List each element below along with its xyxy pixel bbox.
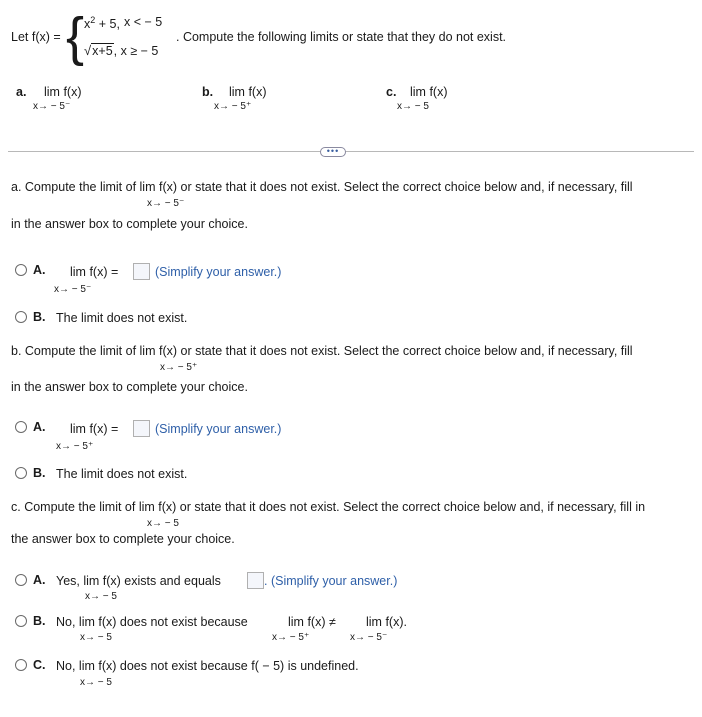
part-b-option-a-sub: x→ − 5⁺ (56, 441, 94, 452)
part-c-question: c. Compute the limit of lim f(x) or state that it does not exist. Select the correct choice below and, if necessary, fill in (11, 500, 646, 514)
part-c-lim-sub: x→ − 5 (397, 101, 429, 112)
part-c-option-c-radio[interactable] (15, 659, 27, 671)
more-button[interactable]: ••• (320, 147, 346, 157)
part-c-option-b-lim-right: lim f(x) ≠ (288, 615, 336, 629)
part-b-option-b-letter: B. (33, 466, 46, 480)
part-c-question-sub: x→ − 5 (147, 518, 179, 529)
part-a-option-a-radio[interactable] (15, 264, 27, 276)
part-c-option-b-sub-left: x→ − 5⁻ (350, 632, 388, 643)
part-b-question-cont: in the answer box to complete your choice. (11, 380, 248, 394)
part-c-answer-input[interactable] (247, 572, 264, 589)
section-divider (8, 151, 694, 152)
piece-1-condition: x < − 5 (124, 15, 163, 29)
part-c-option-a-radio[interactable] (15, 574, 27, 586)
instruction-text: . Compute the following limits or state that they do not exist. (176, 30, 507, 44)
part-c-option-b-text: No, lim f(x) does not exist because (56, 615, 248, 629)
part-c-option-b-lim-left: lim f(x). (366, 615, 407, 629)
part-a-option-a-letter: A. (33, 263, 46, 277)
part-b-option-a-lim: lim f(x) = (70, 422, 119, 436)
part-b-lim: lim f(x) (229, 85, 267, 99)
part-c-option-b-radio[interactable] (15, 615, 27, 627)
function-let-label: Let f(x) = (11, 30, 61, 44)
part-a-option-b-radio[interactable] (15, 311, 27, 323)
part-c-option-c-letter: C. (33, 658, 46, 672)
part-b-label: b. (202, 85, 214, 99)
part-c-option-c-sub: x→ − 5 (80, 677, 112, 688)
part-c-option-b-sub-right: x→ − 5⁺ (272, 632, 310, 643)
part-c-lim: lim f(x) (410, 85, 448, 99)
part-a-lim-sub: x→ − 5⁻ (33, 101, 71, 112)
part-b-simplify-hint: (Simplify your answer.) (155, 422, 282, 436)
part-b-option-b-radio[interactable] (15, 467, 27, 479)
part-a-question-sub: x→ − 5⁻ (147, 198, 185, 209)
part-b-question: b. Compute the limit of lim f(x) or state that it does not exist. Select the correct choice below and, if necessary, fill (11, 344, 633, 358)
part-b-option-a-letter: A. (33, 420, 46, 434)
part-a-lim: lim f(x) (44, 85, 82, 99)
part-a-question-cont: in the answer box to complete your choice. (11, 217, 248, 231)
part-a-option-a-lim: lim f(x) = (70, 265, 119, 279)
part-c-option-a-text: Yes, lim f(x) exists and equals (56, 574, 221, 588)
part-a-option-b-text: The limit does not exist. (56, 311, 188, 325)
part-a-label: a. (16, 85, 27, 99)
part-a-question: a. Compute the limit of lim f(x) or state that it does not exist. Select the correct choice below and, if necessary, fill (11, 180, 633, 194)
part-b-option-b-text: The limit does not exist. (56, 467, 188, 481)
part-c-option-a-letter: A. (33, 573, 46, 587)
part-a-simplify-hint: (Simplify your answer.) (155, 265, 282, 279)
part-a-option-a-sub: x→ − 5⁻ (54, 284, 92, 295)
part-c-option-b-sub: x→ − 5 (80, 632, 112, 643)
part-b-answer-input[interactable] (133, 420, 150, 437)
part-b-option-a-radio[interactable] (15, 421, 27, 433)
piece-2: √x+5, x ≥ − 5 (84, 43, 159, 58)
part-c-option-c-text: No, lim f(x) does not exist because f( − 5) is undefined. (56, 659, 359, 673)
part-c-option-a-sub: x→ − 5 (85, 591, 117, 602)
piece-1: $x^2 + 5$, (84, 15, 120, 32)
part-c-question-cont: the answer box to complete your choice. (11, 532, 235, 546)
part-c-option-b-letter: B. (33, 614, 46, 628)
piecewise-brace: { (66, 7, 85, 67)
part-c-simplify-hint: . (Simplify your answer.) (264, 574, 398, 588)
part-a-option-b-letter: B. (33, 310, 46, 324)
part-b-lim-sub: x→ − 5⁺ (214, 101, 252, 112)
part-c-label: c. (386, 85, 397, 99)
part-b-question-sub: x→ − 5⁺ (160, 362, 198, 373)
part-a-answer-input[interactable] (133, 263, 150, 280)
